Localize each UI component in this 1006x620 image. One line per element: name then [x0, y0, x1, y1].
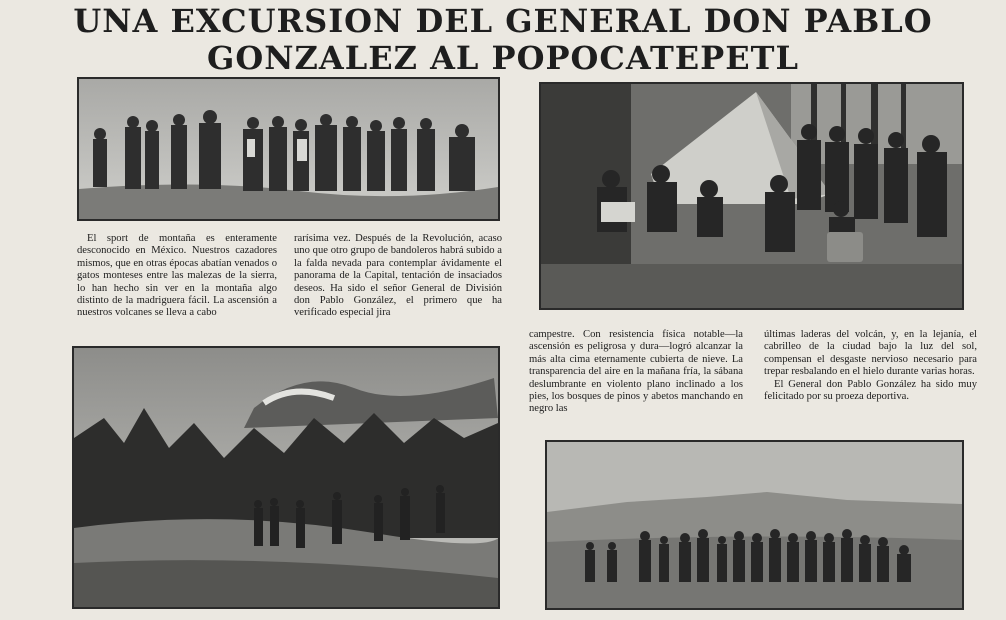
camp-tent-photo	[539, 82, 964, 310]
article-column-4: últimas laderas del volcán, y, en la lejanía, el cabrilleo de la ciudad bajo la luz del sol, compensan el desgaste nervioso necesario para trepar resbalando en el hielo durante varias horas. El General don Pablo González ha sido muy felicitado por su proeza deportiva.	[764, 329, 977, 403]
article-column-1: El sport de montaña es enteramente desconocido en México. Nuestros cazadores mismos, que en otras épocas abatían venados o gatos monteses entre las malezas de la sierra, lo han hecho sin ver en la montaña algo distinto de la madriguera fácil. La ascensión a nuestros volcanes se lleva a cabo	[77, 233, 277, 319]
snowfield-group-photo	[545, 440, 964, 610]
headline-line-1: UNA EXCURSION DEL GENERAL DON PABLO	[73, 2, 933, 40]
group-of-hikers-photo	[77, 77, 500, 221]
article-column-2: rarísima vez. Después de la Revolución, acaso uno que otro grupo de bandoleros habrá subido a la falda nevada para contemplar ávidamente el panorama de la Capital, tentación de insaciados deseos. Ha sido el señor General de División don Pablo González, el primero que ha verificado especial jira	[294, 233, 502, 319]
pine-forest-photo	[72, 346, 500, 609]
article-column-3: campestre. Con resistencia física notable—la ascensión es peligrosa y dura—logró alcanzar la más alta cima eternamente cubierta de nieve. La transparencia del aire en la mañana fría, la sábana deslumbrante en violento plano inclinado a los pies, los bosques de pinos y abetos manchando en negro las	[529, 329, 743, 415]
headline-line-2: GONZALEZ AL POPOCATEPETL	[207, 39, 799, 77]
